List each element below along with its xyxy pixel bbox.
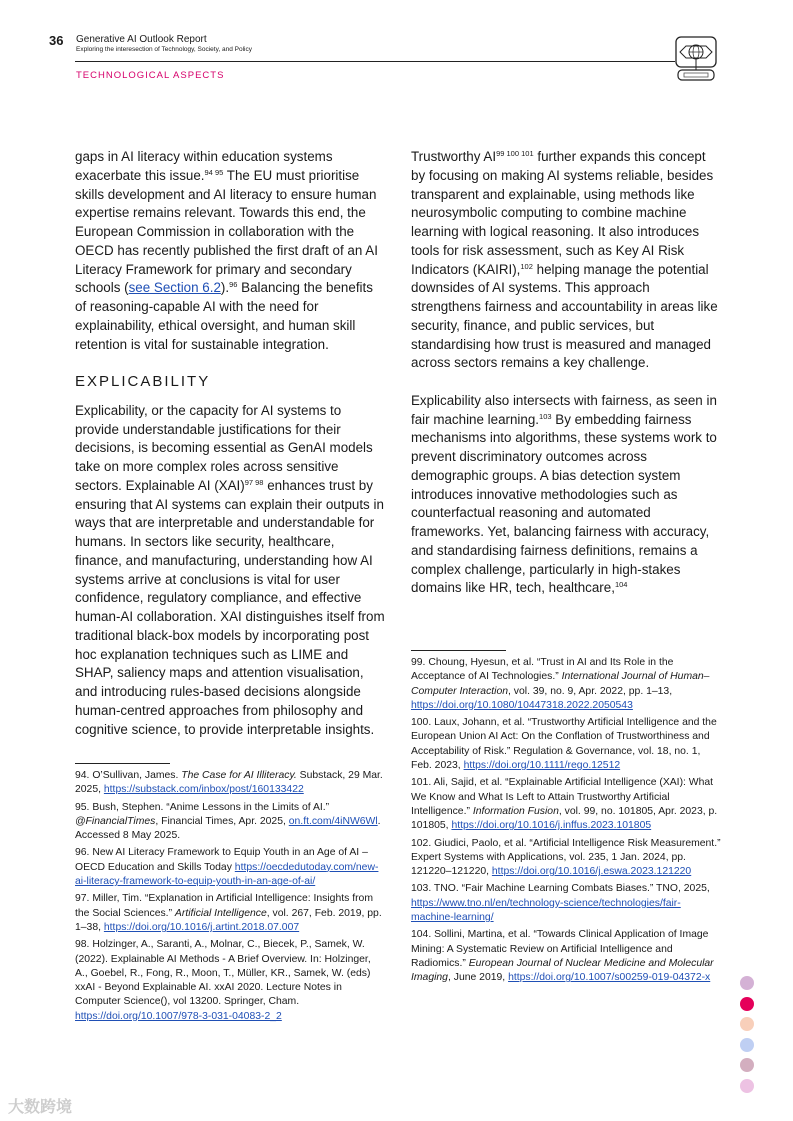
text: gaps in AI literacy within education systems exacerbate this issue.	[75, 149, 333, 183]
link[interactable]: https://doi.org/10.1007/s00259-019-04372-x	[508, 972, 711, 984]
text: 97. Miller, Tim. “Explanation in Artificial Intelligence: Insights from the Social Sciences.”	[75, 893, 373, 919]
header-divider	[75, 61, 675, 62]
footnote-ref: 99 100 101	[496, 149, 534, 158]
text: 104. Sollini, Martina, et al. “Towards Clinical Application of Image Mining: A Systematic Review on Artificial Intelligence and Radiomics.”	[411, 929, 709, 969]
italic-text: Information Fusion	[472, 805, 559, 817]
paragraph	[411, 148, 719, 373]
text: 100. Laux, Johann, et al. “Trustworthy Artificial Intelligence and the European Union AI Act: On the Conflation of Trustworthiness and Acceptability of Risk.” Regulation & Governance, vol. 18, no. 1, Feb. 2023,	[411, 717, 717, 772]
link[interactable]: https://doi.org/10.1016/j.artint.2018.07.007	[103, 921, 300, 933]
link[interactable]: https://oecdedutoday.com/new-ai-literacy-framework-to-equip-youth-in-an-age-of-ai/	[75, 861, 379, 888]
footnote-ref: 103	[539, 411, 552, 421]
left-column	[75, 148, 385, 758]
footnote	[411, 837, 721, 880]
footnote-ref: 102	[520, 261, 533, 271]
footnote-ref: 104	[614, 580, 628, 590]
link[interactable]: https://doi.org/10.1007/978-3-031-04083-2_2	[75, 1010, 282, 1022]
section-label: TECHNOLOGICAL ASPECTS	[76, 70, 225, 81]
link[interactable]: https://doi.org/10.1016/j.eswa.2023.121220	[491, 866, 692, 878]
text: . Accessed 8 May 2025.	[75, 815, 381, 842]
footnote	[411, 776, 721, 833]
link[interactable]: https://doi.org/10.1080/10447318.2022.2050543	[411, 699, 633, 711]
link[interactable]: https://doi.org/10.1111/rego.12512	[463, 760, 621, 772]
footnote	[411, 928, 721, 985]
text: Trustworthy AI	[411, 149, 497, 164]
footnote	[75, 892, 385, 935]
watermark: 大数跨境	[8, 1099, 73, 1116]
link[interactable]: https://doi.org/10.1016/j.inffus.2023.101805	[451, 820, 652, 832]
decorative-dot	[740, 1017, 754, 1031]
text: , June 2019,	[447, 972, 509, 984]
section-heading-explicability: EXPLICABILITY	[75, 373, 211, 390]
right-column	[411, 148, 719, 617]
decorative-dot	[740, 997, 754, 1011]
footnote	[411, 882, 721, 925]
decorative-dot	[740, 1038, 754, 1052]
paragraph	[75, 402, 385, 740]
footnote-ref: 96	[229, 280, 238, 290]
link[interactable]: https://substack.com/inbox/post/160133422	[103, 784, 304, 796]
text: By embedding fairness mechanisms into algorithms, these systems work to prevent discriminatory outcomes across demographic groups. A bias detection system introduces innovative methodologies such as counterfactual reasoning and automated frameworks. Yet, balancing fairness with accuracy, and standardising fairness definitions, remains a complex challenge, particularly in high-stakes domains like HR, tech, healthcare,	[411, 411, 717, 596]
text: ).	[220, 280, 230, 296]
footnote	[75, 801, 385, 844]
italic-text: The Case for AI Illiteracy.	[181, 770, 297, 781]
footnote	[411, 716, 721, 773]
globe-computer-icon	[672, 36, 720, 82]
text: 96. New AI Literacy Framework to Equip Youth in an Age of AI – OECD Education and Skills Today	[75, 847, 368, 873]
footnote	[411, 656, 721, 713]
text: enhances trust by ensuring that AI systems can explain their outputs in ways that are interpretable and understandable for humans. In sectors like security, healthcare, finance, and manufacturing, understanding how AI systems arrive at conclusions is vital for user confidence, regulatory compliance, and effective human-AI collaboration. XAI distinguishes itself from traditional black-box models by incorporating post hoc explanation techniques such as LIME and SHAP, saliency maps and attention visualisation, and introducing rules-based decisions alongside human-centred approaches from philosophy and cognitive science, to provide interpretable insights.	[75, 477, 385, 737]
text: 103. TNO. “Fair Machine Learning Combats Biases.” TNO, 2025,	[411, 883, 710, 895]
footnote	[75, 846, 385, 889]
italic-text: International Journal of Human–Computer Interaction	[411, 671, 710, 697]
text: The EU must prioritise skills development and AI literacy to ensure human expertise remains relevant. Towards this end, the European Commission in collaboration with the OECD has recently published the first draft of an AI Literacy Framework for primary and secondary schools (	[75, 167, 378, 296]
text: further expands this concept by focusing on making AI systems reliable, besides transparent and explainable, using methods like neurosymbolic computing to combine machine learning with logical reasoning. It also introduces tools for risk assessment, such as Key AI Risk Indicators (KAIRI),	[411, 149, 714, 277]
text: Explicability, or the capacity for AI systems to provide understandable justifications for their decisions, is becoming essential as GenAI models take on more complex roles across sensitive sectors. Explainable AI (XAI)	[75, 402, 373, 493]
footnote-ref: 97 98	[244, 477, 264, 487]
decorative-dot	[740, 1079, 754, 1093]
italic-text: @FinancialTimes	[75, 815, 156, 827]
decorative-dot	[740, 976, 754, 990]
text: , vol. 99, no. 101805, Apr. 2023, p. 101805,	[411, 805, 718, 832]
report-title: Generative AI Outlook Report	[76, 34, 207, 45]
italic-text: European Journal of Nuclear Medicine and Molecular Imaging	[411, 957, 714, 984]
paragraph	[411, 392, 719, 598]
text: 102. Giudici, Paolo, et al. “Artificial Intelligence Risk Measurement.” Expert Systems with Applications, vol. 235, 1 Jan. 2024, pp. 121220–121220,	[411, 837, 721, 878]
text: Explicability also intersects with fairness, as seen in fair machine learning.	[411, 392, 717, 427]
footnote-ref: 94 95	[204, 167, 224, 177]
decorative-dot	[740, 1058, 754, 1072]
side-dots	[740, 976, 754, 1100]
text: 95. Bush, Stephen. “Anime Lessons in the Limits of AI.”	[75, 801, 330, 813]
footnote	[75, 769, 385, 798]
paragraph	[75, 148, 385, 354]
footnote	[75, 938, 385, 1024]
text: 99. Choung, Hyesun, et al. “Trust in AI and Its Role in the Acceptance of AI Technologies.”	[411, 657, 674, 683]
footnote-divider	[411, 650, 506, 651]
footnotes-left	[75, 763, 385, 1027]
text: 94. O’Sullivan, James.	[75, 770, 182, 781]
link[interactable]: on.ft.com/4iNW6Wl	[288, 815, 378, 827]
footnotes-right	[411, 650, 721, 989]
text: , vol. 39, no. 9, Apr. 2022, pp. 1–13,	[508, 685, 673, 697]
text: helping manage the potential downsides of AI systems. This approach strengthens fairness and accountability in areas like security, finance, and public services, but standardising how trust is measured and managed across sectors remains a key challenge.	[411, 261, 718, 371]
text: Balancing the benefits of reasoning-capable AI with the need for explainability, ethical oversight, and human skill retention is vital for sustainable integration.	[75, 280, 373, 352]
text: 101. Ali, Sajid, et al. “Explainable Artificial Intelligence (XAI): What We Know and What Is Left to Attain Trustworthy Artificial Intelligence.”	[411, 777, 714, 817]
text: , Financial Times, Apr. 2025,	[155, 815, 289, 827]
italic-text: Artificial Intelligence	[174, 907, 267, 919]
page-number: 36	[49, 33, 64, 48]
text: Substack, 29 Mar. 2025,	[75, 770, 383, 796]
footnote-divider	[75, 763, 170, 764]
link[interactable]: https://www.tno.nl/en/technology-science/technologies/fair-machine-learning/	[411, 897, 681, 924]
text: , vol. 267, Feb. 2019, pp. 1–38,	[75, 907, 382, 933]
link[interactable]: see Section 6.2	[128, 280, 221, 296]
text: 98. Holzinger, A., Saranti, A., Molnar, C., Biecek, P., Samek, W. (2022). Explainable AI Methods - A Brief Overview. In: Holzinger, A., Goebel, R., Fong, R., Moon, T., Müller, KR., Samek, W. (eds) xxAI - Beyond Explainable AI. xxAI 2020. Lecture Notes in Computer Science(), vol 13200. Springer, Cham.	[75, 939, 371, 1008]
report-subtitle: Exploring the interesection of Technology, Society, and Policy	[76, 46, 252, 53]
